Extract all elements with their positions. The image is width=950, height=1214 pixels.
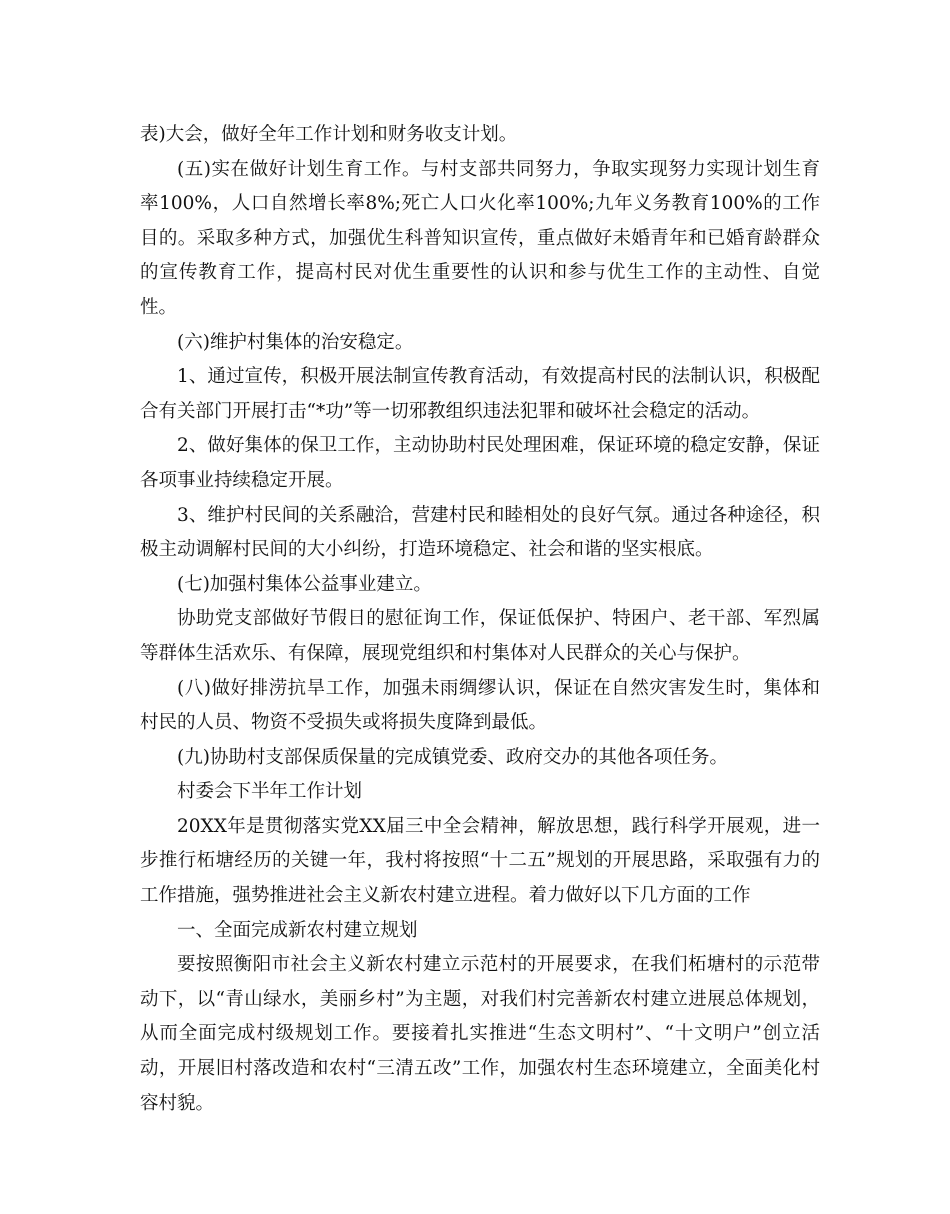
paragraph-holiday-visits: 协助党支部做好节假日的慰征询工作，保证低保护、特困户、老干部、军烈属等群体生活欢乐、有保障，展现党组织和村集体对人民群众的关心与保护。 bbox=[140, 608, 820, 664]
section-title: 村委会下半年工作计划 bbox=[177, 781, 363, 803]
paragraph-villager-relations: 3、维护村民间的关系融洽，营建村民和睦相处的良好气氛。通过各种途径，积极主动调解村民间的大小纠纷，打造环境稳定、社会和谐的坚实根底。 bbox=[140, 504, 820, 561]
heading-public-security: (六)维护村集体的治安稳定。 bbox=[177, 331, 414, 353]
heading-public-welfare: (七)加强村集体公益事业建立。 bbox=[177, 573, 432, 595]
paragraph-family-planning: (五)实在做好计划生育工作。与村支部共同努力，争取实现努力实现计划生育率100%，人口自然增长率8%;死亡人口火化率100%;九年义务教育100%的工作目的。采取多种方式，加强优生科普知识宣传，重点做好未婚青年和已婚育龄群众的宣传教育工作，提高村民对优生重要性的认识和参与优生工作的主动性、自觉性。 bbox=[140, 158, 820, 318]
document-body bbox=[140, 118, 820, 1121]
paragraph-legal-education: 1、通过宣传，积极开展法制宣传教育活动，有效提高村民的法制认识，积极配合有关部门开展打击“*功”等一切邪教组织违法犯罪和破坏社会稳定的活动。 bbox=[140, 366, 820, 422]
heading-new-village-plan: 一、全面完成新农村建立规划 bbox=[177, 919, 418, 941]
paragraph-new-village-plan: 要按照衡阳市社会主义新农村建立示范村的开展要求，在我们柘塘村的示范带动下，以“青山绿水，美丽乡村”为主题，对我们村完善新农村建立进展总体规划，从而全面完成村级规划工作。要接着扎实推进“生态文明村”、“十文明户”创立活动，开展旧村落改造和农村“三清五改”工作，加强农村生态环境建立，全面美化村容村貌。 bbox=[140, 954, 820, 1114]
paragraph-annual-intro: 20XX年是贯彻落实党XX届三中全会精神，解放思想，践行科学开展观，进一步推行柘塘经历的关键一年，我村将按照“十二五”规划的开展思路，采取强有力的工作措施，强势推进社会主义新农村建立进程。着力做好以下几方面的工作 bbox=[140, 815, 820, 907]
paragraph-continuation: 表)大会，做好全年工作计划和财务收支计划。 bbox=[140, 124, 518, 145]
paragraph-security-work: 2、做好集体的保卫工作，主动协助村民处理困难，保证环境的稳定安静，保证各项事业持续稳定开展。 bbox=[140, 435, 820, 491]
paragraph-flood-drought: (八)做好排涝抗旱工作，加强未雨绸缪认识，保证在自然灾害发生时，集体和村民的人员、物资不受损失或将损失度降到最低。 bbox=[140, 677, 820, 734]
paragraph-other-tasks: (九)协助村支部保质保量的完成镇党委、政府交办的其他各项任务。 bbox=[177, 746, 728, 768]
